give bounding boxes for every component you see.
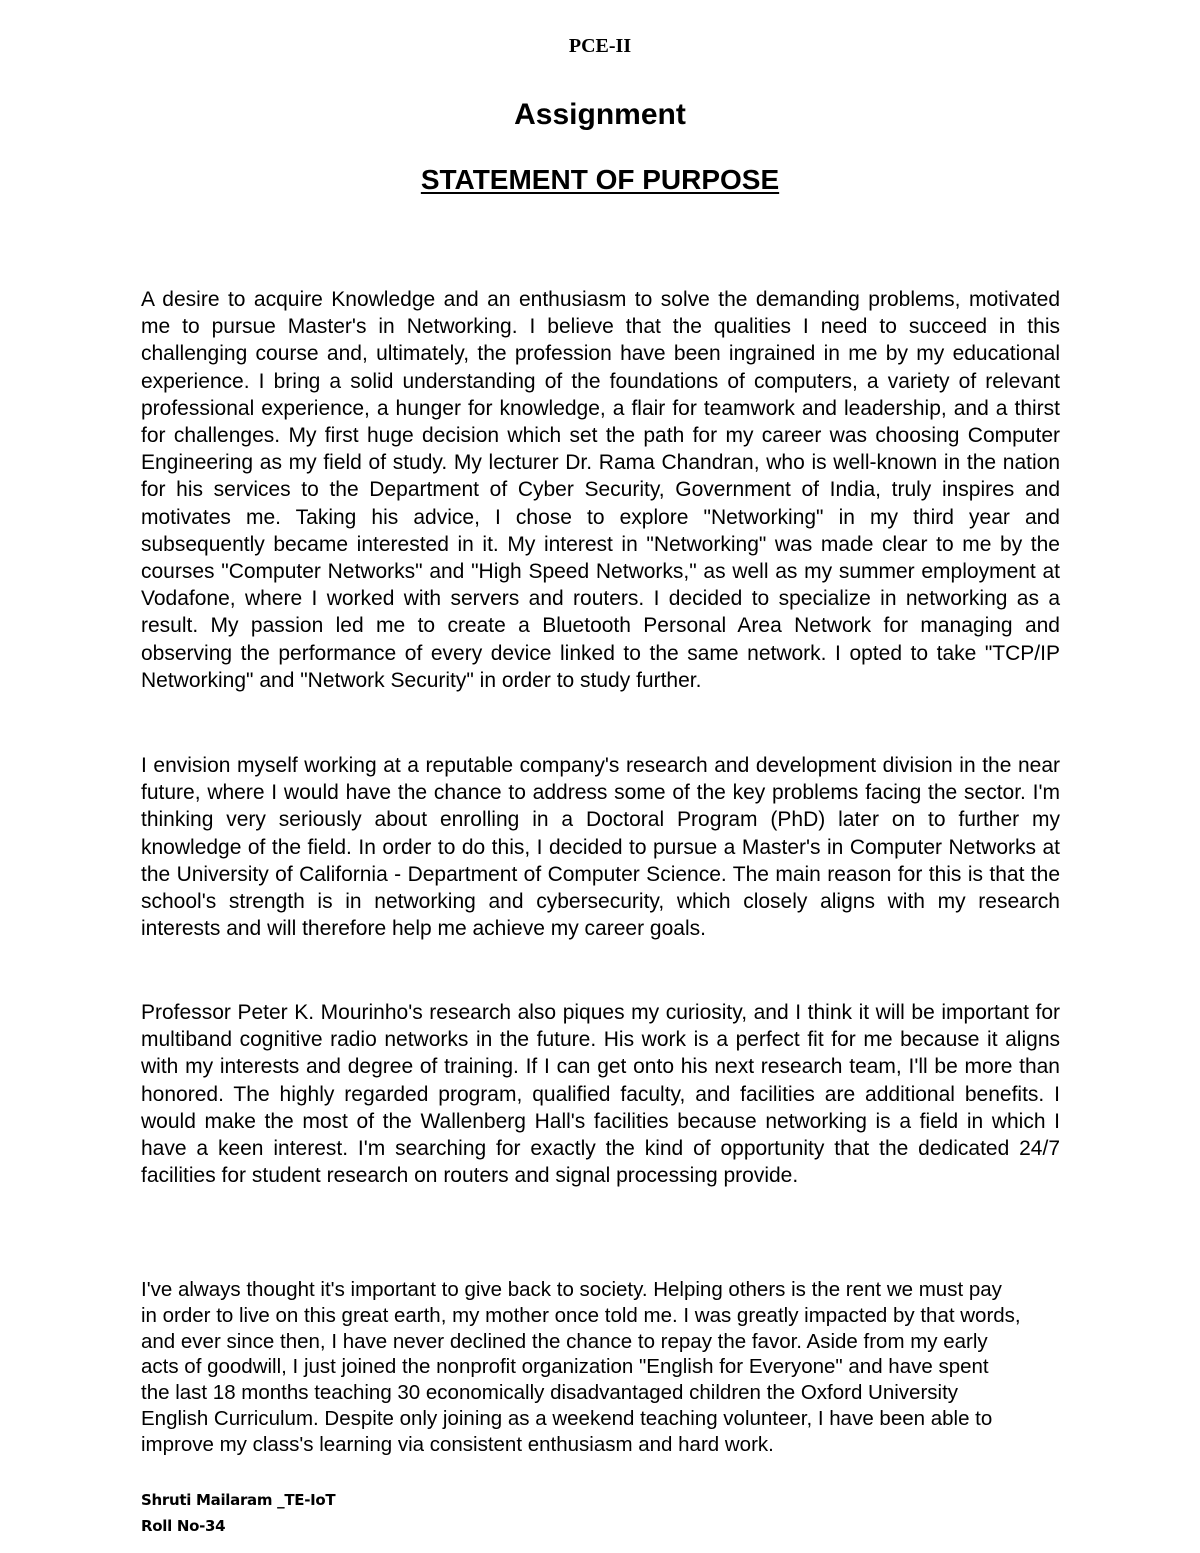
footer-student-name: Shruti Mailaram _TE-IoT [141,1491,336,1509]
paragraph-1: A desire to acquire Knowledge and an enthusiasm to solve the demanding problems, motivated me to pursue Master's in Networking. I believe that the qualities I need to succeed in this challenging course and, ultimately, the profession have been ingrained in me by my educational experience. I bring a solid understanding of the foundations of computers, a variety of relevant professional experience, a hunger for knowledge, a flair for teamwork and leadership, and a thirst for challenges. My first huge decision which set the path for my career was choosing Computer Engineering as my field of study. My lecturer Dr. Rama Chandran, who is well-known in the nation for his services to the Department of Cyber Security, Government of India, truly inspires and motivates me. Taking his advice, I chose to explore "Networking" in my third year and subsequently became interested in it. My interest in "Networking" was made clear to me by the courses "Computer Networks" and "High Speed Networks," as well as my summer employment at Vodafone, where I worked with servers and routers. I decided to specialize in networking as a result. My passion led me to create a Bluetooth Personal Area Network for managing and observing the performance of every device linked to the same network. I opted to take "TCP/IP Networking" and "Network Security" in order to study further. [141,288,1060,692]
page-title: Assignment [514,98,686,131]
paragraph-4: I've always thought it's important to give back to society. Helping others is the rent we must pay in order to live on this great earth, my mother once told me. I was greatly impacted by that words, and ever since then, I have never declined the chance to repay the favor. Aside from my early acts of goodwill, I just joined the nonprofit organization "English for Everyone" and have spent the last 18 months teaching 30 economically disadvantaged children the Oxford University English Curriculum. Despite only joining as a weekend teaching volunteer, I have been able to improve my class's learning via consistent enthusiasm and hard work. [141,1278,1021,1456]
footer-roll-number: Roll No-34 [141,1517,226,1535]
page-subtitle: STATEMENT OF PURPOSE [420,164,780,195]
page-header: PCE-II [568,35,632,57]
paragraph-3: Professor Peter K. Mourinho's research also piques my curiosity, and I think it will be important for multiband cognitive radio networks in the future. His work is a perfect fit for me because it aligns with my interests and degree of training. If I can get onto his next research team, I'll be more than honored. The highly regarded program, qualified faculty, and facilities are additional benefits. I would make the most of the Wallenberg Hall's facilities because networking is a field in which I have a keen interest. I'm searching for exactly the kind of opportunity that the dedicated 24/7 facilities for student research on routers and signal processing provide. [141,1001,1060,1188]
paragraph-2: I envision myself working at a reputable company's research and development division in the near future, where I would have the chance to address some of the key problems facing the sector. I'm thinking very seriously about enrolling in a Doctoral Program (PhD) later on to further my knowledge of the field. In order to do this, I decided to pursue a Master's in Computer Networks at the University of California - Department of Computer Science. The main reason for this is that the school's strength is in networking and cybersecurity, which closely aligns with my research interests and will therefore help me achieve my career goals. [141,754,1060,941]
